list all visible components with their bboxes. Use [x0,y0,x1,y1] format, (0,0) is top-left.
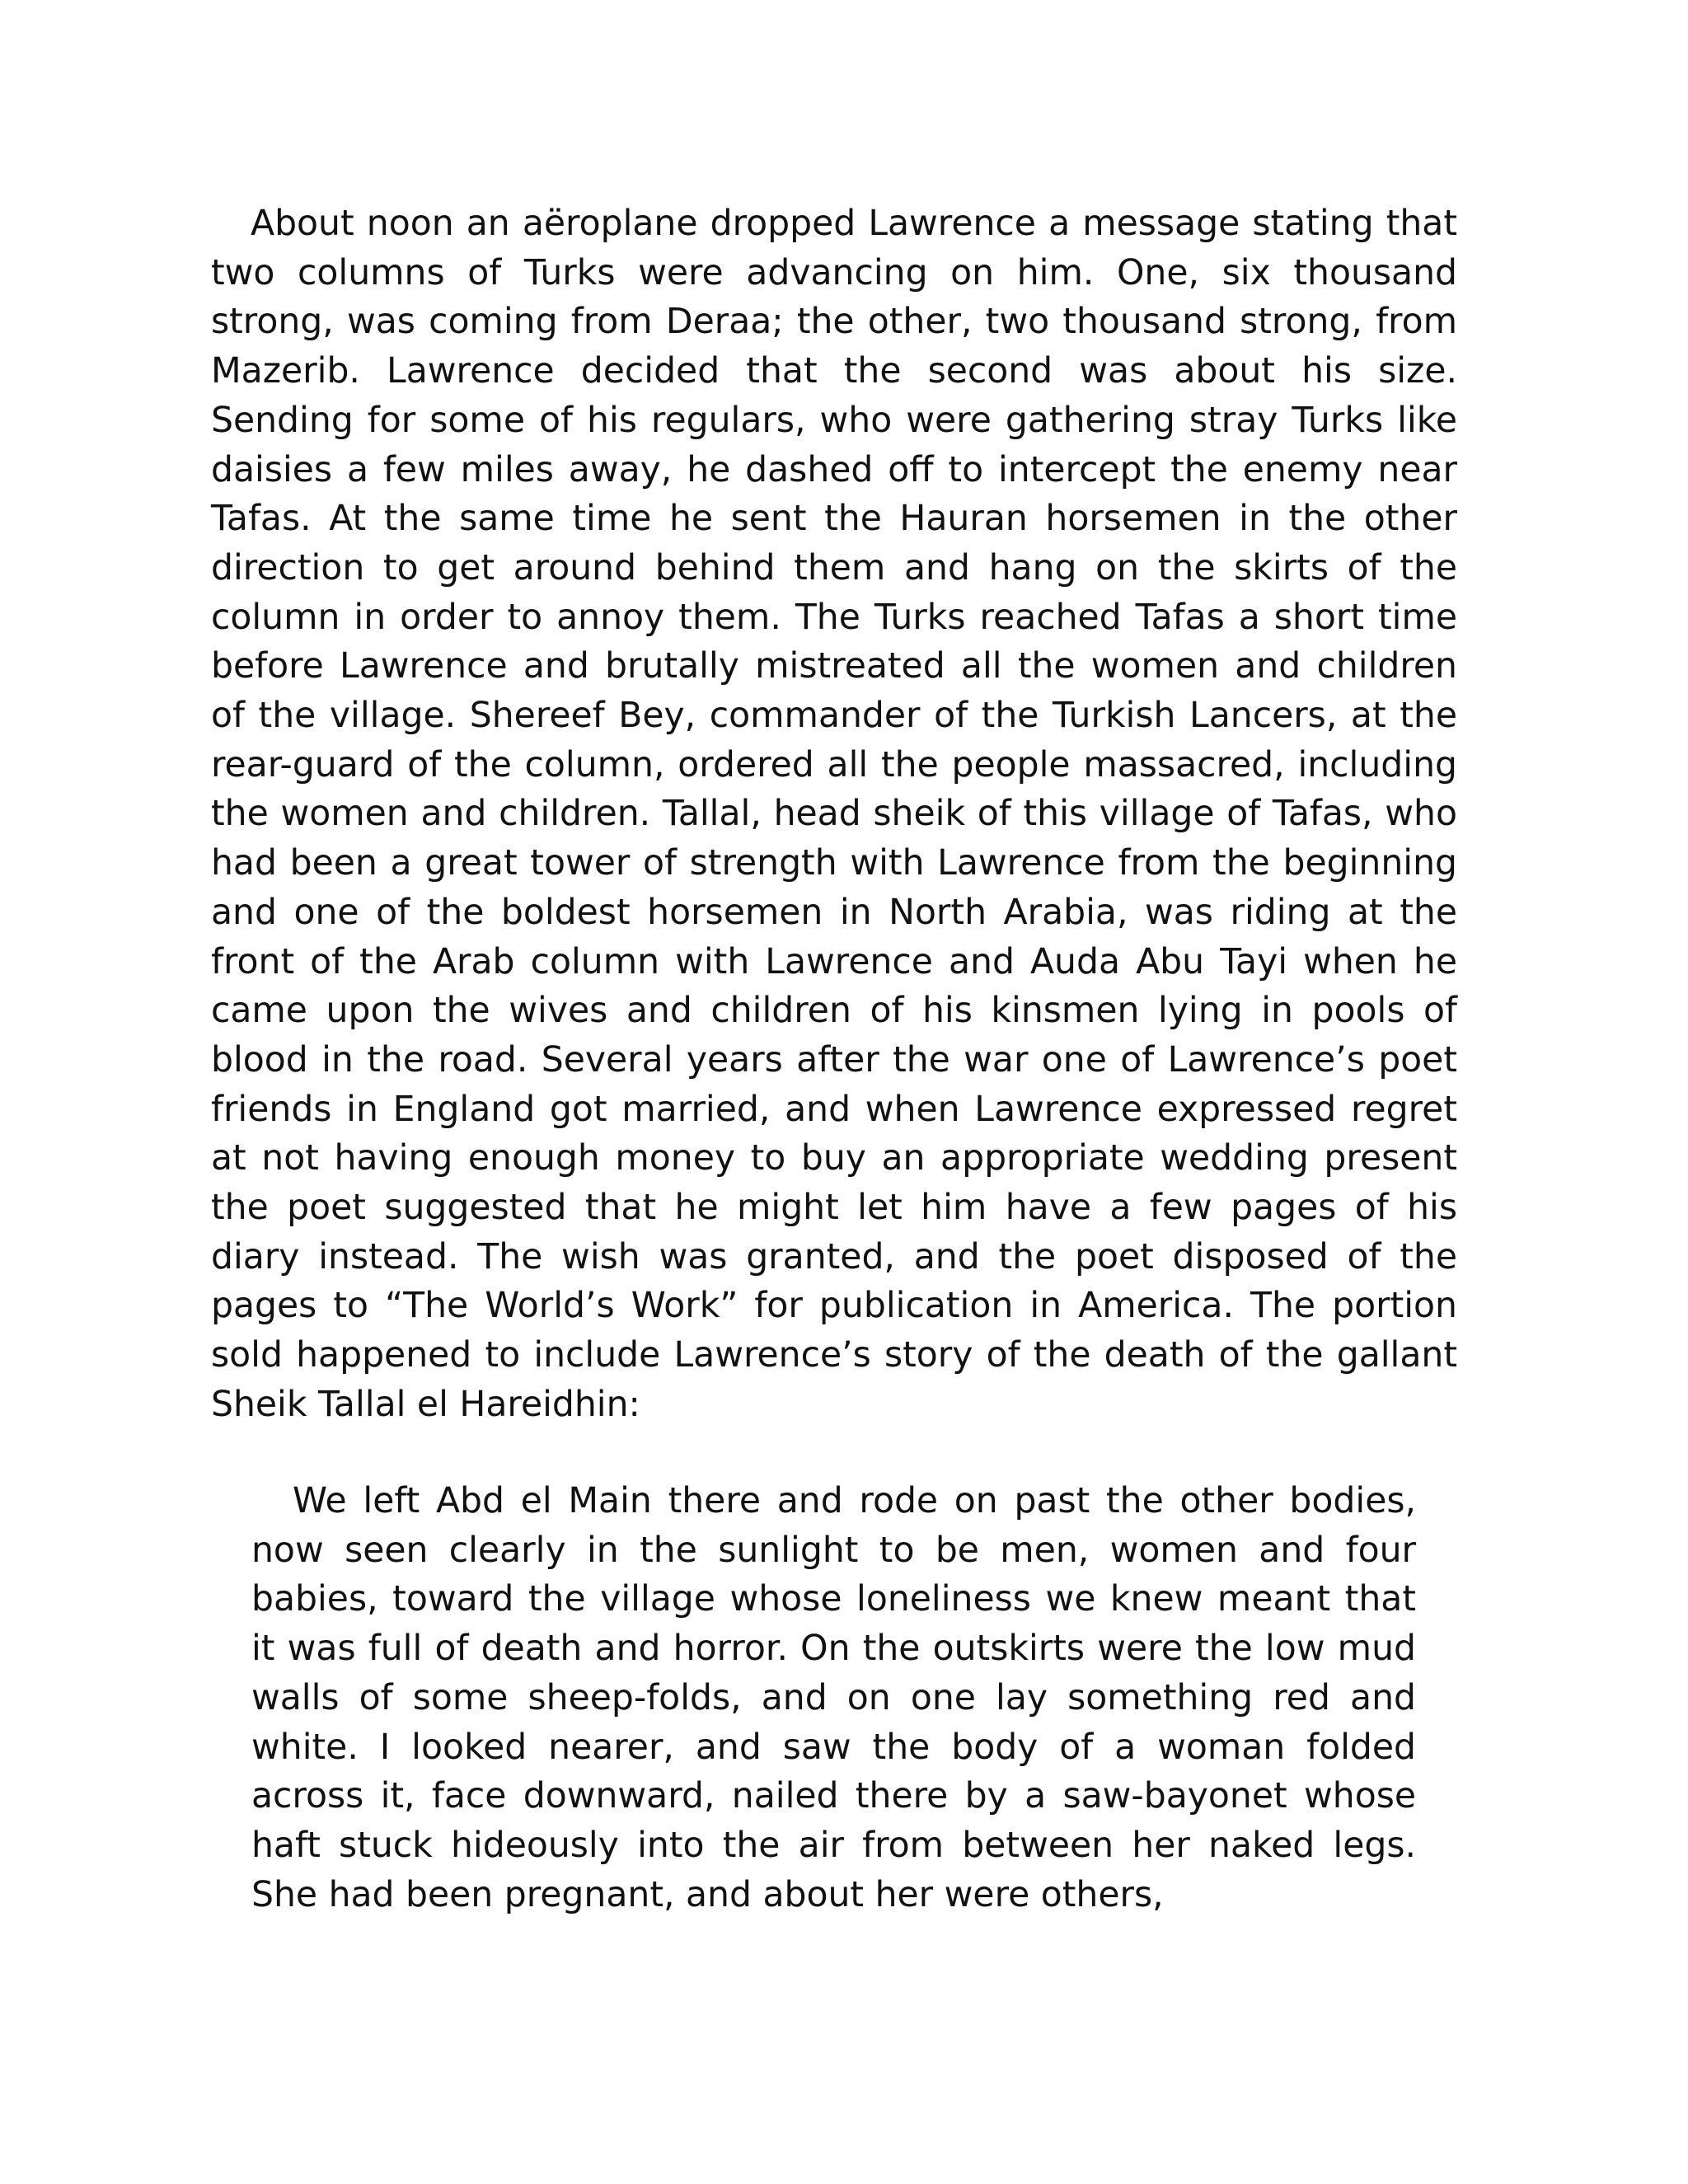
body-paragraph: About noon an aëroplane dropped Lawrence a message stating that two columns of Turks were advancing on him. One, six thousand strong, was coming from Deraa; the other, two thousand strong, from Mazerib. Lawrence decided that the second was about his size. Sending for some of his regulars, who were gathering stray Turks like daisies a few miles away, he dashed off to intercept the enemy near Tafas. At the same time he sent the Hauran horsemen in the other direction to get around behind them and hang on the skirts of the column in order to annoy them. The Turks reached Tafas a short time before Lawrence and brutally mistreated all the women and children of the village. Shereef Bey, commander of the Turkish Lancers, at the rear-guard of the column, ordered all the people massacred, including the women and children. Tallal, head sheik of this village of Tafas, who had been a great tower of strength with Lawrence from the beginning and one of the boldest horsemen in North Arabia, was riding at the front of the Arab column with Lawrence and Auda Abu Tayi when he came upon the wives and children of his kinsmen lying in pools of blood in the road. Several years after the war one of Lawrence’s poet friends in England got married, and when Lawrence expressed regret at not having enough money to buy an appropriate wedding present the poet suggested that he might let him have a few pages of his diary instead. The wish was granted, and the poet disposed of the pages to “The World’s Work” for publication in America. The portion sold happened to include Lawrence’s story of the death of the gallant Sheik Tallal el Hareidhin: [211,204,1457,1425]
block-quote-paragraph: We left Abd el Main there and rode on past the other bodies, now seen clearly in the sunlight to be men, women and four babies, toward the village whose loneliness we knew meant that it was full of death and horror. On the outskirts were the low mud walls of some sheep-folds, and on one lay something red and white. I looked nearer, and saw the body of a woman folded across it, face downward, nailed there by a saw-bayonet whose haft stuck hideously into the air from between her naked legs. She had been pregnant, and about her were others, [251,1481,1416,1915]
